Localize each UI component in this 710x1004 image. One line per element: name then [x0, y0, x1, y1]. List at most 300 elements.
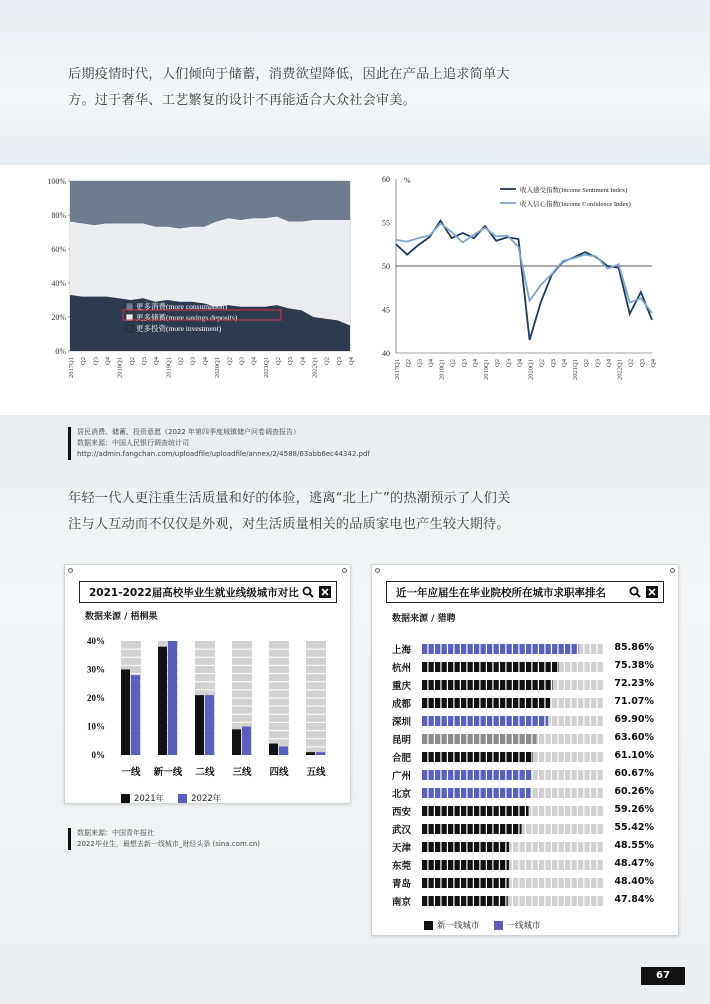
tier-bar-2021 [306, 752, 315, 755]
ranking-bar-segment [565, 878, 570, 888]
line-xtick-label: Q2 [494, 359, 502, 367]
area-xtick-label: Q3 [238, 357, 246, 365]
line-ytick-label: 40 [382, 349, 390, 358]
ranking-bar-segment [435, 752, 440, 762]
intro-line-1: 后期疫情时代，人们倾向于储蓄，消费欲望降低，因此在产品上追求简单大 [68, 67, 510, 82]
ranking-bar-segment [578, 824, 583, 834]
tier-category-label: 四线 [269, 768, 289, 778]
ranking-bar-segment [513, 788, 518, 798]
ranking-value-label: 63.60% [614, 732, 654, 743]
ranking-bar-segment [520, 752, 525, 762]
ranking-bar-segment [539, 806, 544, 816]
card-pin-icon [68, 568, 73, 573]
ranking-bar-segment [520, 644, 525, 654]
area-xtick-label: 2019Q1 [165, 357, 173, 378]
legend-swatch-tier1 [494, 921, 503, 930]
ranking-bar-segment [539, 770, 544, 780]
ranking-bar-segment [448, 680, 453, 690]
ranking-bar-segment [461, 842, 466, 852]
ranking-bar-segment [435, 824, 440, 834]
ranking-bar-segment [578, 698, 583, 708]
ranking-bar-segment [572, 788, 577, 798]
ranking-bar-segment [513, 680, 518, 690]
ranking-bar-segment [513, 860, 518, 870]
line-xtick-label: 2019Q1 [483, 359, 491, 380]
line-xtick-label: Q2 [449, 359, 457, 367]
ranking-bar-segment [552, 770, 557, 780]
ranking-bar-segment [529, 806, 532, 816]
ranking-bar-segment [565, 698, 570, 708]
ranking-bar-segment [526, 680, 531, 690]
ranking-bar-segment [559, 644, 564, 654]
ranking-bar-segment [537, 734, 538, 744]
tier-bar-2022 [242, 727, 251, 756]
ranking-bar-segment [526, 842, 531, 852]
ranking-bar-segment [461, 680, 466, 690]
area-xtick-label: 2021Q1 [262, 357, 270, 378]
ranking-bar-segment [591, 788, 596, 798]
ranking-bar-segment [598, 716, 603, 726]
ranking-bar-segment [481, 860, 486, 870]
ranking-bar-segment [591, 806, 596, 816]
ranking-bar-segment [442, 752, 447, 762]
ranking-bar-segment [513, 734, 518, 744]
ranking-bar-segment [578, 752, 583, 762]
ranking-bar-segment [526, 878, 531, 888]
ranking-bar-segment [546, 824, 551, 834]
ranking-bar-segment [585, 770, 590, 780]
area-xtick-label: Q4 [348, 357, 355, 365]
tier-bar-2022 [131, 675, 140, 755]
ranking-bar-segment [481, 716, 486, 726]
ranking-bar-segment [585, 716, 590, 726]
ranking-bar-segment [487, 788, 492, 798]
tier-category-label: 五线 [306, 768, 326, 778]
ranking-bar [422, 680, 604, 690]
ranking-bar-segment [591, 662, 596, 672]
ranking-bar-segment [442, 662, 447, 672]
ranking-bar-segment [552, 824, 557, 834]
ranking-value-label: 61.10% [614, 750, 654, 761]
tier-bar-2021 [232, 729, 241, 755]
source-1-org: 数据来源：中国人民银行调查统计司 [77, 439, 189, 447]
ranking-value-label: 48.55% [614, 840, 654, 851]
legend-label-tier1: 一线城市 [506, 921, 541, 931]
ranking-bar-segment [455, 680, 460, 690]
ranking-bar-segment [546, 662, 551, 672]
ranking-bar-segment [494, 752, 499, 762]
line-xtick-label: 2022Q1 [616, 359, 624, 380]
ranking-bar-segment [598, 788, 603, 798]
ranking-bar-segment [507, 788, 512, 798]
ranking-bar-segment [533, 896, 538, 906]
ranking-bar-segment [572, 716, 577, 726]
ranking-bar-segment [461, 878, 466, 888]
ranking-bar-segment [533, 662, 538, 672]
ranking-bar-segment [559, 662, 560, 672]
ranking-bar-segment [435, 698, 440, 708]
ranking-bar-segment [585, 680, 590, 690]
ranking-bar-segment [559, 788, 564, 798]
ranking-value-label: 55.42% [614, 822, 654, 833]
ranking-bar-segment [455, 824, 460, 834]
area-ytick-label: 0% [55, 347, 66, 356]
ranking-bar-segment [442, 644, 447, 654]
line-legend-label: 收入信心指数(Income Confidence Index) [520, 201, 631, 208]
ranking-bar-segment [539, 878, 544, 888]
ranking-bar-segment [422, 860, 427, 870]
ranking-bar-segment [448, 878, 453, 888]
second-line-2: 注与人互动而不仅仅是外观，对生活质量相关的品质家电也产生较大期待。 [68, 517, 510, 532]
ranking-bar-segment [474, 716, 479, 726]
ranking-bar-segment [422, 896, 427, 906]
savings-area-chart [30, 165, 390, 415]
area-ytick-label: 60% [51, 245, 66, 254]
ranking-bar-segment [442, 806, 447, 816]
ranking-bar-segment [481, 770, 486, 780]
ranking-bar-segment [422, 878, 427, 888]
ranking-bar-segment [546, 770, 551, 780]
ranking-bar-segment [578, 842, 583, 852]
line-xtick-label: Q2 [538, 359, 546, 367]
ranking-bar-segment [533, 716, 538, 726]
ranking-bar-segment [552, 860, 557, 870]
ranking-row [392, 732, 654, 746]
ranking-bar-segment [591, 680, 596, 690]
ranking-bar-segment [474, 662, 479, 672]
ranking-bar-segment [474, 680, 479, 690]
area-xtick-label: Q3 [335, 357, 343, 365]
ranking-bar-segment [422, 752, 427, 762]
ranking-bar-segment [474, 878, 479, 888]
ranking-bar-segment [487, 680, 492, 690]
ranking-bar-segment [468, 770, 473, 780]
ranking-bar-segment [468, 752, 473, 762]
ranking-bar-segment [435, 644, 440, 654]
ranking-city-label: 成都 [392, 699, 412, 710]
ranking-bar-segment [539, 842, 544, 852]
ranking-bar-segment [565, 716, 570, 726]
ranking-bar-segment [487, 896, 492, 906]
ranking-bar-segment [507, 806, 512, 816]
ranking-bar-segment [533, 788, 538, 798]
ranking-bar-segment [455, 734, 460, 744]
ranking-bar-segment [550, 698, 551, 708]
area-xtick-label: Q3 [92, 357, 100, 365]
ranking-bar-segment [565, 788, 570, 798]
ranking-bar-segment [461, 752, 466, 762]
ranking-bar-segment [572, 824, 577, 834]
ranking-bar-segment [520, 806, 525, 816]
area-xtick-label: Q4 [104, 357, 112, 365]
ranking-bar-segment [546, 716, 549, 726]
ranking-bar-segment [435, 734, 440, 744]
legend-label-2022: 2022年 [191, 794, 222, 804]
ranking-bar-segment [448, 788, 453, 798]
ranking-bar-segment [494, 680, 499, 690]
ranking-bar-segment [572, 770, 577, 780]
ranking-bar-segment [455, 842, 460, 852]
ranking-bar-segment [598, 680, 603, 690]
ranking-bar-segment [559, 842, 564, 852]
tier-city-card [64, 564, 351, 804]
ranking-bar-segment [468, 842, 473, 852]
source-1-url[interactable]: http://admin.fangchan.com/uploadfile/uploadfile/annex/2/4588/63abb6ec44342.pdf [77, 450, 370, 458]
ranking-bar-segment [461, 644, 466, 654]
ranking-bar-segment [448, 896, 453, 906]
ranking-bar-segment [591, 770, 596, 780]
ranking-bar-segment [565, 644, 570, 654]
ranking-bar-segment [429, 824, 434, 834]
ranking-bar-segment [539, 788, 544, 798]
tier-card-title-bar [79, 581, 337, 603]
ranking-bar-segment [507, 752, 512, 762]
ranking-bar-segment [526, 716, 531, 726]
line-ytick-label: 45 [382, 305, 390, 315]
tier-ytick-label: 20% [87, 693, 105, 703]
ranking-bar-segment [539, 644, 544, 654]
ranking-bar-segment [520, 824, 522, 834]
ranking-bar-segment [448, 842, 453, 852]
area-ytick-label: 40% [51, 279, 66, 288]
ranking-bar-segment [579, 644, 584, 654]
ranking-bar-segment [598, 806, 603, 816]
ranking-bar-segment [435, 842, 440, 852]
ranking-bar-segment [429, 662, 434, 672]
ranking-bar-segment [422, 824, 427, 834]
search-icon[interactable] [302, 586, 314, 598]
ranking-value-label: 59.26% [614, 804, 654, 815]
area-xtick-label: Q2 [128, 357, 136, 365]
ranking-legend [424, 919, 541, 931]
ranking-bar-segment [448, 716, 453, 726]
ranking-bar [422, 896, 604, 906]
ranking-bar-segment [474, 842, 479, 852]
ranking-bar-segment [429, 644, 434, 654]
ranking-bar-segment [559, 680, 564, 690]
ranking-bar-segment [572, 752, 577, 762]
ranking-bar-segment [513, 716, 518, 726]
line-xtick-label: Q2 [583, 359, 591, 367]
line-xtick-label: Q3 [549, 359, 557, 367]
ranking-row [392, 822, 654, 836]
ranking-bar-segment [552, 878, 557, 888]
ranking-bar-segment [585, 806, 590, 816]
ranking-bar-segment [468, 734, 473, 744]
ranking-bar-segment [578, 680, 583, 690]
source-block-1 [68, 427, 370, 460]
ranking-bar-segment [455, 698, 460, 708]
line-xtick-label: 2020Q1 [527, 359, 535, 380]
intro-paragraph [68, 62, 510, 114]
ranking-bar-segment [455, 770, 460, 780]
ranking-bar-segment [481, 698, 486, 708]
ranking-bar-segment [553, 680, 558, 690]
ranking-city-label: 青岛 [392, 879, 412, 890]
ranking-bar-segment [429, 806, 434, 816]
ranking-bar-segment [448, 752, 453, 762]
ranking-row [392, 750, 654, 764]
ranking-bar-segment [565, 806, 570, 816]
ranking-row [392, 858, 654, 872]
tier-legend [121, 792, 221, 804]
ranking-bar-segment [552, 644, 557, 654]
ranking-bar-segment [500, 896, 505, 906]
ranking-bar-segment [429, 716, 434, 726]
ranking-bar-segment [487, 770, 492, 780]
area-xtick-label: Q2 [80, 357, 88, 365]
ranking-bar [422, 644, 604, 654]
ranking-bar-segment [509, 860, 512, 870]
area-legend-swatch [126, 325, 133, 332]
ranking-bar-segment [565, 680, 570, 690]
ranking-bar-segment [461, 734, 466, 744]
ranking-bar-segment [494, 824, 499, 834]
ranking-bar-segment [494, 806, 499, 816]
ranking-bar-segment [546, 734, 551, 744]
ranking-bar-segment [513, 824, 518, 834]
ranking-bar-segment [487, 842, 492, 852]
ranking-bar-segment [598, 770, 603, 780]
ranking-bar-segment [487, 824, 492, 834]
ranking-bar-segment [468, 716, 473, 726]
tier-ytick-label: 0% [91, 750, 105, 760]
ranking-bar [422, 806, 604, 816]
ranking-bar-segment [513, 752, 518, 762]
ranking-bar [422, 878, 604, 888]
ranking-bar-segment [422, 842, 427, 852]
ranking-bar-segment [526, 662, 531, 672]
legend-label-new-tier1: 新一线城市 [437, 921, 480, 931]
tier-bar-2022 [205, 695, 214, 755]
area-ytick-label: 80% [51, 211, 66, 220]
ranking-bar-segment [598, 860, 603, 870]
area-xtick-label: Q2 [226, 357, 234, 365]
ranking-bar-segment [585, 788, 590, 798]
ranking-bar-segment [500, 644, 505, 654]
ranking-bar-segment [533, 734, 537, 744]
ranking-bar-segment [526, 788, 530, 798]
source-2-link[interactable]: 2022毕业生，最想去新一线城市_财经头条 (sina.com.cn) [77, 840, 261, 848]
ranking-bar-segment [500, 662, 505, 672]
ranking-bar-segment [585, 734, 590, 744]
ranking-bar-segment [494, 716, 499, 726]
ranking-bar-segment [513, 896, 518, 906]
ranking-bar-segment [559, 770, 564, 780]
ranking-bar-segment [533, 752, 534, 762]
ranking-bar-segment [598, 698, 603, 708]
ranking-bar-segment [526, 644, 531, 654]
line-legend-label: 收入感受指数(Income Sentiment Index) [520, 187, 628, 194]
ranking-bar-segment [461, 698, 466, 708]
ranking-bar-segment [448, 770, 453, 780]
ranking-bar-segment [481, 788, 486, 798]
ranking-city-label: 西安 [392, 807, 412, 818]
ranking-bar-segment [565, 824, 570, 834]
ranking-bar-segment [546, 644, 551, 654]
ranking-bar-segment [565, 752, 570, 762]
line-xtick-label: 2018Q1 [438, 359, 446, 380]
ranking-bar-segment [429, 680, 434, 690]
ranking-bar-segment [442, 824, 447, 834]
ranking-bar-segment [585, 860, 590, 870]
ranking-bar-segment [442, 734, 447, 744]
ranking-bar-segment [435, 860, 440, 870]
ranking-value-label: 47.84% [614, 894, 654, 905]
ranking-bar-segment [435, 806, 440, 816]
close-icon[interactable] [319, 586, 331, 598]
tier-ytick-label: 40% [87, 636, 105, 646]
area-xtick-label: Q3 [189, 357, 197, 365]
ranking-bar-segment [468, 644, 473, 654]
ranking-bar-segment [500, 860, 505, 870]
ranking-bar-segment [578, 716, 583, 726]
ranking-bar-segment [552, 788, 557, 798]
line-xtick-label: Q4 [560, 359, 568, 367]
ranking-bar-segment [552, 842, 557, 852]
ranking-bar-segment [539, 680, 544, 690]
ranking-bar-segment [468, 878, 473, 888]
ranking-bar-segment [513, 842, 518, 852]
line-xtick-label: 2021Q1 [572, 359, 580, 380]
ranking-bar-segment [572, 878, 577, 888]
ranking-bar-segment [585, 896, 590, 906]
ranking-card-title: 近一年应届生在毕业院校所在城市求职率排名 [396, 586, 606, 599]
ranking-bar [422, 824, 604, 834]
ranking-bar-segment [598, 878, 603, 888]
ranking-bar-segment [461, 860, 466, 870]
ranking-bar-segment [461, 896, 466, 906]
ranking-bar-segment [552, 662, 557, 672]
ranking-bar-segment [429, 698, 434, 708]
ranking-city-label: 东莞 [392, 861, 412, 872]
ranking-bar-segment [500, 734, 505, 744]
ranking-city-label: 上海 [392, 645, 412, 656]
line-xtick-label: Q3 [416, 359, 424, 367]
ranking-bar-segment [552, 716, 557, 726]
ranking-bar-segment [565, 860, 570, 870]
line-xtick-label: 2017Q1 [394, 359, 401, 380]
ranking-city-label: 广州 [392, 771, 412, 782]
ranking-bar-segment [422, 734, 427, 744]
ranking-bar-segment [500, 680, 505, 690]
ranking-bar-segment [513, 662, 518, 672]
legend-swatch-2021 [121, 794, 130, 803]
ranking-bar-segment [507, 734, 512, 744]
ranking-bar-segment [429, 878, 434, 888]
ranking-bar [422, 770, 604, 780]
ranking-bar-segment [520, 680, 525, 690]
ranking-bar-segment [481, 644, 486, 654]
ranking-bar-segment [559, 878, 564, 888]
ranking-bar-segment [533, 860, 538, 870]
ranking-bar-segment [591, 824, 596, 834]
ranking-bar-segment [591, 878, 596, 888]
ranking-bar-segment [598, 734, 603, 744]
ranking-bar-segment [474, 896, 479, 906]
ranking-bar-segment [585, 824, 590, 834]
ranking-bar-segment [552, 734, 557, 744]
ranking-bar-segment [494, 878, 499, 888]
ranking-bar-segment [481, 752, 486, 762]
ranking-value-label: 48.47% [614, 858, 654, 869]
line-xtick-label: Q3 [460, 359, 468, 367]
ranking-bar-segment [559, 698, 564, 708]
area-xtick-label: Q3 [287, 357, 295, 365]
ranking-bar-segment [468, 806, 473, 816]
ranking-bar-segment [539, 860, 544, 870]
ranking-bar [422, 716, 604, 726]
